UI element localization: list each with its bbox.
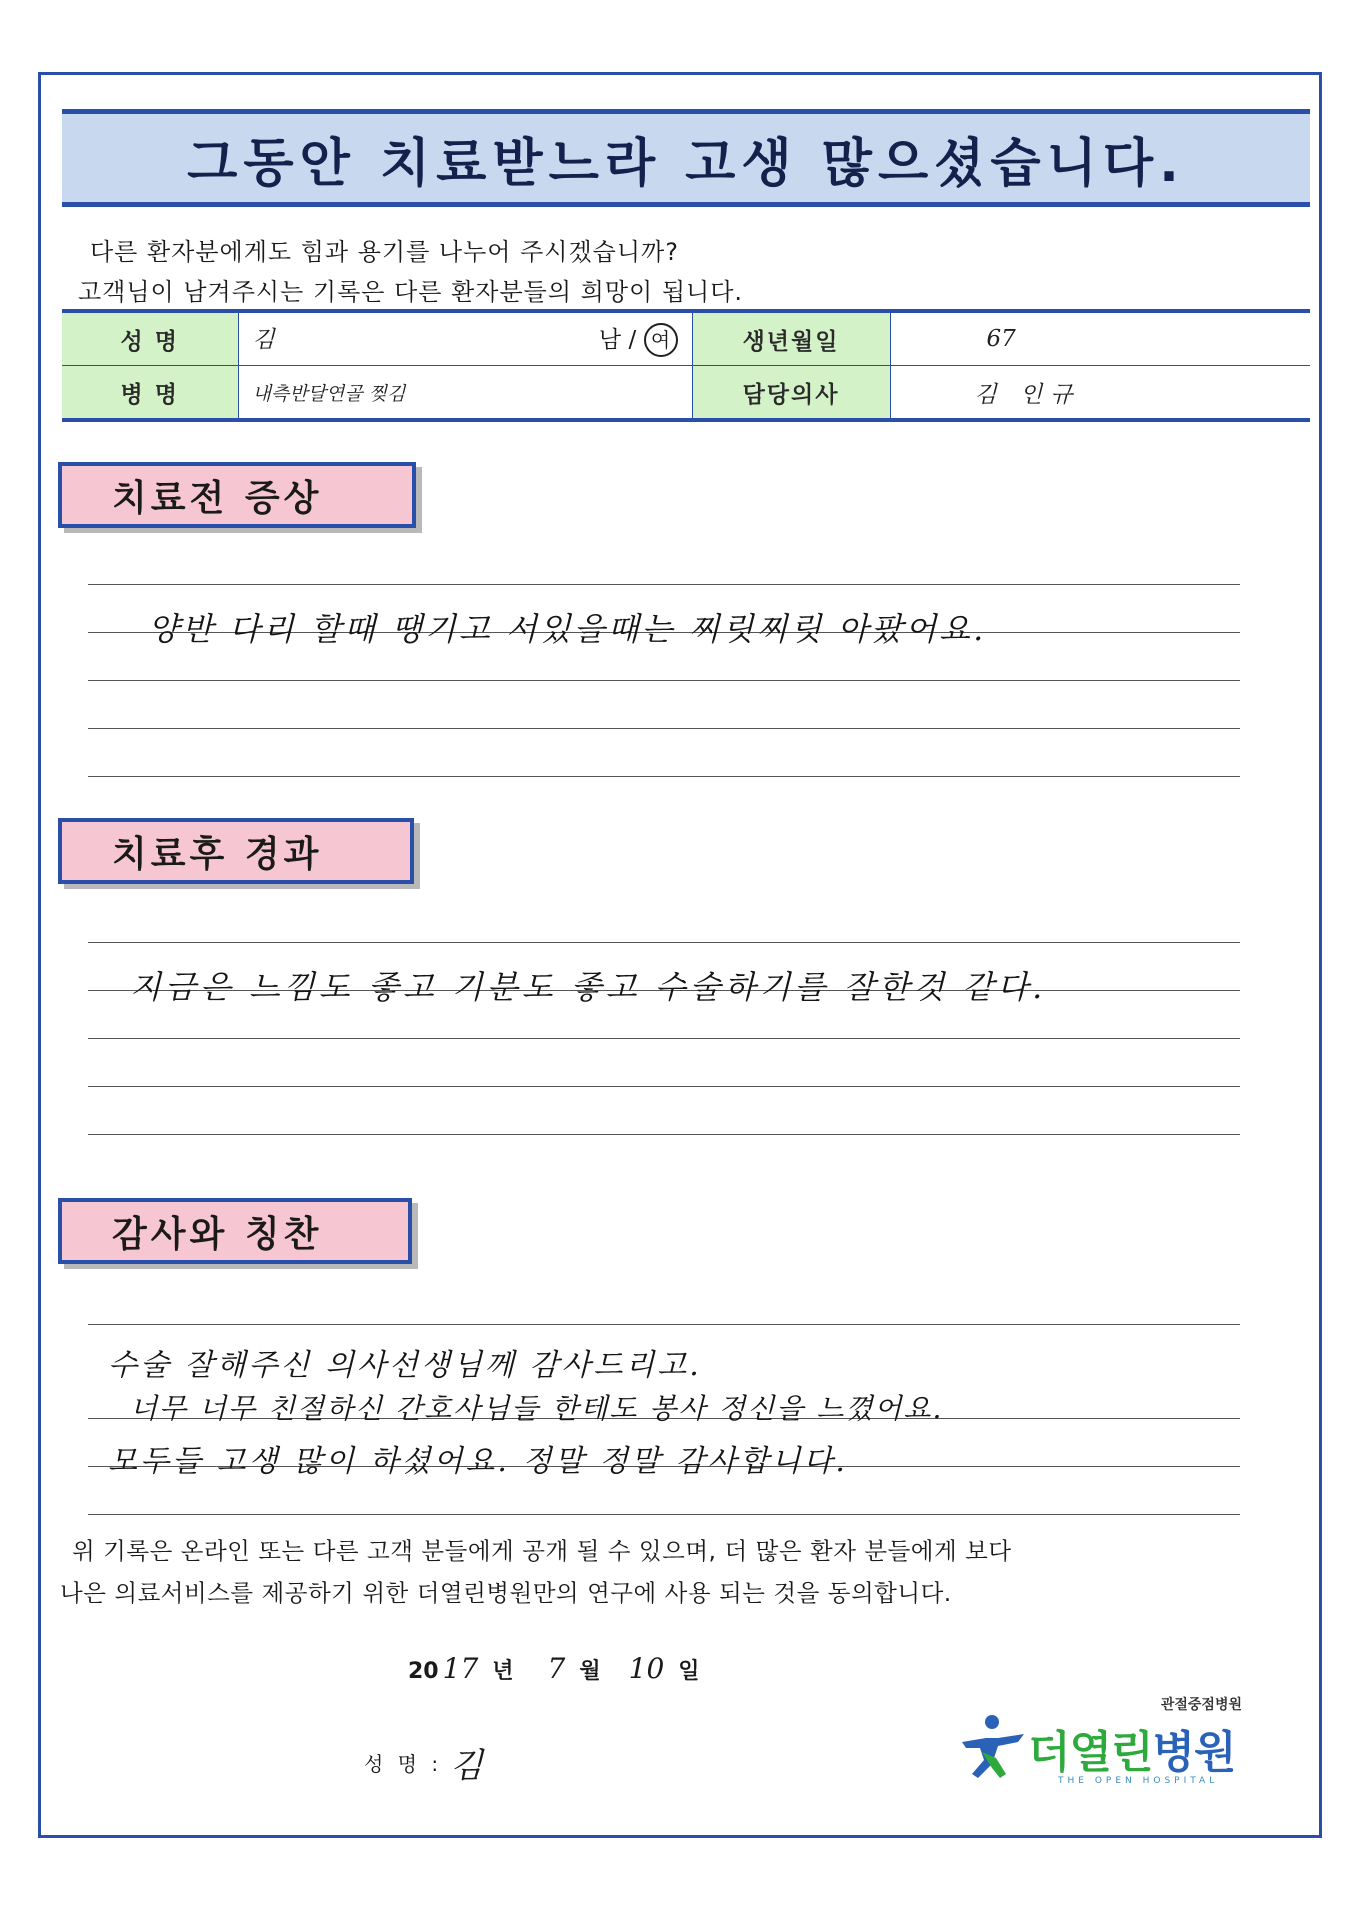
intro-text [78, 232, 1270, 312]
birth-value: 67 [986, 326, 1016, 352]
thanks-text-line-1: 수술 잘해주신 의사선생님께 감사드리고. [108, 1348, 702, 1383]
logo-name-green: 더열린 [1028, 1727, 1153, 1778]
name-value: 김 [252, 327, 275, 353]
name-label: 성 명 [62, 311, 238, 366]
before-treatment-heading: 치료전 증상 [58, 462, 416, 528]
after-treatment-text: 지금은 느낌도 좋고 기분도 좋고 수술하기를 잘한것 같다. [130, 968, 1047, 1006]
date-prefix: 20 [408, 1659, 439, 1684]
gender-field [599, 321, 678, 357]
birth-field[interactable] [890, 311, 1310, 366]
thanks-heading: 감사와 칭찬 [58, 1198, 412, 1264]
hospital-logo [958, 1694, 1258, 1794]
gender-female-circled: 여 [644, 323, 678, 357]
signature-field[interactable] [364, 1738, 487, 1787]
disease-value: 내측반달연골 찢김 [252, 382, 406, 405]
doctor-field[interactable] [890, 366, 1310, 421]
doctor-value: 김 인규 [974, 381, 1081, 408]
date-day-label: 일 [678, 1659, 700, 1684]
signature-label: 성 명 : [364, 1752, 443, 1776]
after-treatment-lines[interactable] [88, 942, 1240, 1142]
gender-separator: / [628, 327, 637, 353]
intro-line-1: 다른 환자분에게도 힘과 용기를 나누어 주시겠습니까? [90, 238, 679, 266]
before-treatment-text: 양반 다리 할때 땡기고 서있을때는 찌릿찌릿 아팠어요. [148, 610, 987, 648]
after-treatment-heading: 치료후 경과 [58, 818, 414, 884]
date-month: 7 [547, 1652, 566, 1685]
consent-statement [60, 1530, 1260, 1614]
date-day: 10 [628, 1652, 665, 1685]
name-field[interactable] [238, 311, 692, 366]
date-year: 17 [442, 1652, 479, 1685]
thanks-lines[interactable] [88, 1324, 1240, 1524]
logo-tagline: 관절중점병원 [1160, 1697, 1242, 1713]
before-treatment-lines[interactable] [88, 584, 1240, 784]
gender-male: 남 [598, 327, 622, 353]
thanks-text-line-2: 너무 너무 친절하신 간호사님들 한테도 봉사 정신을 느꼈어요. [130, 1392, 944, 1425]
date-month-label: 월 [579, 1659, 601, 1684]
patient-info-table [62, 309, 1310, 422]
consent-line-1: 위 기록은 온라인 또는 다른 고객 분들에게 공개 될 수 있으며, 더 많은 환자 분들에게 보다 [72, 1537, 1012, 1565]
title-banner [62, 109, 1310, 207]
page-title: 그동안 치료받느라 고생 많으셨습니다. [187, 133, 1185, 194]
signature-value: 김 [450, 1746, 487, 1786]
doctor-label: 담당의사 [692, 366, 890, 421]
date-year-label: 년 [492, 1659, 514, 1684]
consent-line-2: 나은 의료서비스를 제공하기 위한 더열린병원만의 연구에 사용 되는 것을 동의합니다. [60, 1579, 952, 1607]
intro-line-2: 고객님이 남겨주시는 기록은 다른 환자분들의 희망이 됩니다. [78, 278, 744, 306]
disease-label: 병 명 [62, 366, 238, 421]
birth-label: 생년월일 [692, 311, 890, 366]
logo-english-name: THE OPEN HOSPITAL [1058, 1776, 1219, 1786]
date-field[interactable] [408, 1652, 700, 1685]
logo-person-icon [958, 1712, 1028, 1782]
disease-field[interactable] [238, 366, 692, 421]
logo-name [1028, 1716, 1236, 1780]
thanks-text-line-3: 모두들 고생 많이 하셨어요. 정말 정말 감사합니다. [108, 1444, 848, 1479]
logo-name-blue: 병원 [1152, 1727, 1236, 1778]
